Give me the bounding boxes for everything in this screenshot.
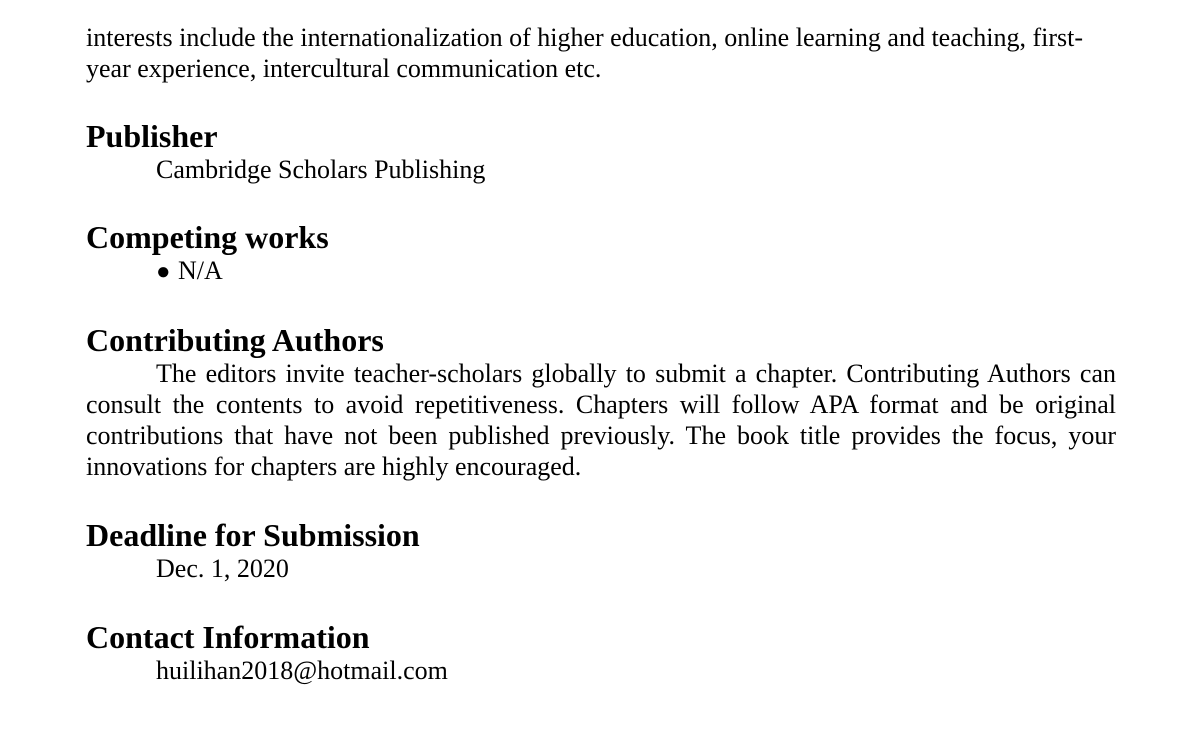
competing-works-list (86, 255, 1116, 288)
contact-section (86, 619, 1116, 686)
contributing-authors-paragraph: The editors invite teacher-scholars globally to submit a chapter. Contributing Authors can consult the contents to avoid repetitiveness. Chapters will follow APA format and be original contributions that have not been published previously. The book title provides the focus, your innovations for chapters are highly encouraged. (86, 359, 1116, 481)
intro-paragraph: interests include the internationalization of higher education, online learning and teaching, first-year experience, intercultural communication etc. (86, 23, 1084, 83)
deadline-heading: Deadline for Submission (86, 517, 420, 553)
deadline-section (86, 517, 1116, 584)
contact-heading: Contact Information (86, 619, 370, 655)
publisher-name: Cambridge Scholars Publishing (156, 155, 486, 184)
document-page (86, 22, 1116, 686)
publisher-heading: Publisher (86, 118, 218, 154)
competing-works-section (86, 219, 1116, 288)
competing-works-heading: Competing works (86, 219, 329, 255)
list-item-text: N/A (178, 256, 223, 285)
list-item (156, 255, 1116, 288)
contributing-authors-section (86, 322, 1116, 482)
publisher-section (86, 118, 1116, 185)
contact-email: huilihan2018@hotmail.com (156, 656, 448, 685)
deadline-date: Dec. 1, 2020 (156, 554, 289, 583)
contributing-authors-heading: Contributing Authors (86, 322, 384, 358)
bullet-dot-icon: ● (156, 259, 171, 285)
